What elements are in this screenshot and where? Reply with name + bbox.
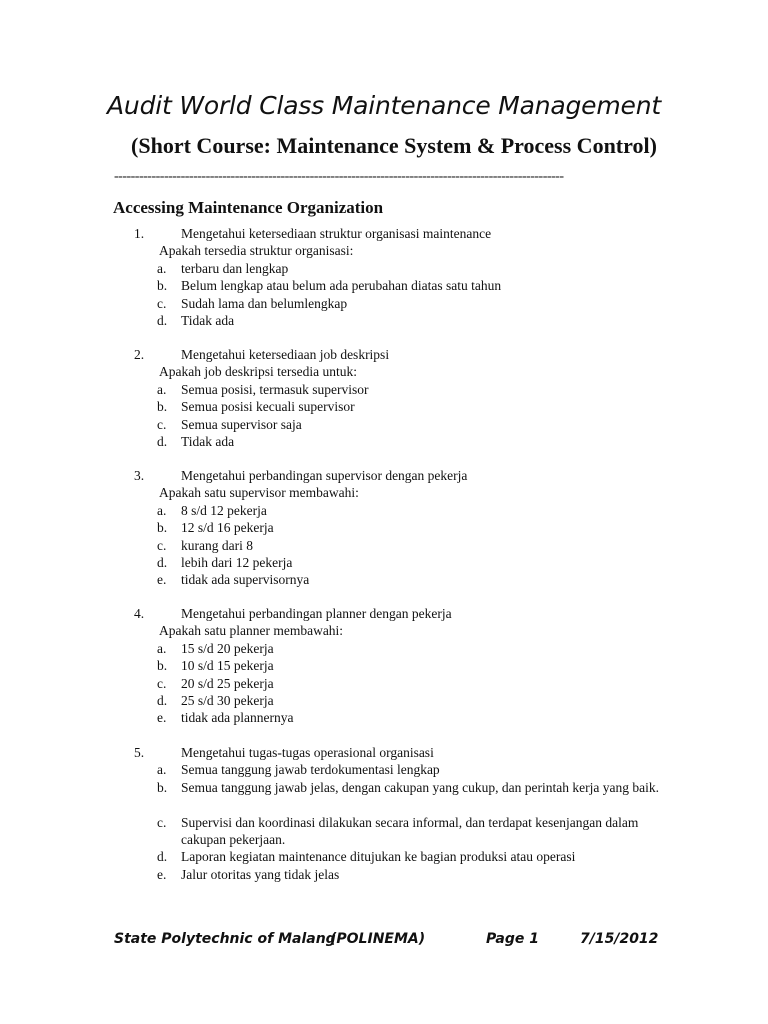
option-letter: b. bbox=[157, 779, 168, 795]
option-text: tidak ada supervisornya bbox=[181, 572, 310, 588]
option-text: Semua tanggung jawab terdokumentasi lengkap bbox=[181, 762, 440, 778]
option-letter: c. bbox=[157, 675, 167, 691]
question-heading: Mengetahui ketersediaan struktur organisasi maintenance bbox=[181, 226, 492, 241]
option-letter: b. bbox=[157, 520, 168, 536]
option-letter: b. bbox=[157, 658, 168, 674]
question-heading-row bbox=[0, 467, 768, 484]
question-heading: Mengetahui perbandingan planner dengan pekerja bbox=[181, 606, 452, 621]
question-1 bbox=[0, 225, 768, 329]
question-prompt-row bbox=[0, 242, 768, 259]
section-title: Accessing Maintenance Organization bbox=[113, 198, 384, 217]
option-letter: b. bbox=[157, 399, 168, 415]
option-text: Semua tanggung jawab jelas, dengan cakupan yang cukup, dan perintah kerja yang baik. bbox=[181, 779, 659, 795]
answer-option bbox=[0, 502, 768, 519]
answer-option bbox=[0, 416, 768, 433]
option-letter: c. bbox=[157, 537, 167, 553]
question-prompt-row bbox=[0, 484, 768, 501]
answer-option bbox=[0, 571, 768, 588]
answer-option bbox=[0, 866, 768, 883]
document-title: Audit World Class Maintenance Management bbox=[107, 91, 661, 120]
answer-option bbox=[0, 312, 768, 329]
answer-option bbox=[0, 433, 768, 450]
footer-abbreviation: (POLINEMA) bbox=[330, 931, 426, 947]
option-text: tidak ada plannernya bbox=[181, 710, 294, 726]
footer-date: 7/15/2012 bbox=[580, 931, 659, 947]
answer-option bbox=[0, 554, 768, 571]
answer-option bbox=[0, 779, 768, 814]
option-text: Sudah lama dan belumlengkap bbox=[181, 295, 348, 311]
answer-option bbox=[0, 709, 768, 726]
option-letter: d. bbox=[157, 849, 168, 865]
option-text: 12 s/d 16 pekerja bbox=[181, 520, 274, 536]
answer-option bbox=[0, 675, 768, 692]
option-letter: c. bbox=[157, 295, 167, 311]
answer-option bbox=[0, 537, 768, 554]
option-letter: d. bbox=[157, 554, 168, 570]
option-text: Laporan kegiatan maintenance ditujukan ke bagian produksi atau operasi bbox=[181, 849, 576, 865]
option-letter: d. bbox=[157, 433, 168, 449]
answer-option bbox=[0, 260, 768, 277]
option-text: Semua posisi kecuali supervisor bbox=[181, 399, 355, 415]
answer-option bbox=[0, 295, 768, 312]
answer-option bbox=[0, 692, 768, 709]
option-text: Semua supervisor saja bbox=[181, 416, 302, 432]
question-prompt: Apakah satu supervisor membawahi: bbox=[159, 485, 359, 501]
answer-option bbox=[0, 640, 768, 657]
question-heading: Mengetahui ketersediaan job deskripsi bbox=[181, 347, 390, 362]
question-prompt: Apakah job deskripsi tersedia untuk: bbox=[159, 364, 357, 380]
option-letter: a. bbox=[157, 640, 167, 656]
answer-option bbox=[0, 381, 768, 398]
question-3 bbox=[0, 467, 768, 589]
footer-institution: State Polytechnic of Malang bbox=[114, 931, 336, 947]
answer-option bbox=[0, 277, 768, 294]
option-letter: d. bbox=[157, 692, 168, 708]
option-text: 25 s/d 30 pekerja bbox=[181, 692, 274, 708]
question-heading-row bbox=[0, 225, 768, 242]
option-text: kurang dari 8 bbox=[181, 537, 253, 553]
question-heading-row bbox=[0, 605, 768, 622]
answer-option bbox=[0, 519, 768, 536]
answer-option bbox=[0, 657, 768, 674]
option-text: Supervisi dan koordinasi dilakukan secara informal, dan terdapat kesenjangan dalam cakupan pekerjaan. bbox=[181, 814, 639, 847]
question-2 bbox=[0, 346, 768, 450]
option-letter: d. bbox=[157, 312, 168, 328]
question-prompt: Apakah tersedia struktur organisasi: bbox=[159, 243, 354, 259]
question-prompt-row bbox=[0, 363, 768, 380]
option-letter: a. bbox=[157, 260, 167, 276]
option-letter: a. bbox=[157, 502, 167, 518]
option-letter: e. bbox=[157, 866, 167, 882]
question-number: 3. bbox=[134, 468, 145, 483]
dashed-divider: ------------------------------------------------------------------------------------------------------------ bbox=[114, 170, 564, 184]
question-heading-row bbox=[0, 744, 768, 761]
option-letter: c. bbox=[157, 416, 167, 432]
option-text: Tidak ada bbox=[181, 312, 235, 328]
option-letter: a. bbox=[157, 381, 167, 397]
option-text: 15 s/d 20 pekerja bbox=[181, 640, 274, 656]
option-text: Jalur otoritas yang tidak jelas bbox=[181, 866, 340, 882]
question-heading: Mengetahui perbandingan supervisor dengan pekerja bbox=[181, 468, 468, 483]
option-letter: b. bbox=[157, 278, 168, 294]
question-prompt-row bbox=[0, 622, 768, 639]
answer-option bbox=[0, 761, 768, 778]
option-text: Tidak ada bbox=[181, 433, 235, 449]
option-text: lebih dari 12 pekerja bbox=[181, 554, 293, 570]
question-number: 2. bbox=[134, 347, 145, 362]
question-heading: Mengetahui tugas-tugas operasional organisasi bbox=[181, 745, 434, 760]
option-letter: c. bbox=[157, 814, 167, 830]
question-5 bbox=[0, 744, 768, 883]
question-prompt: Apakah satu planner membawahi: bbox=[159, 623, 344, 639]
question-number: 1. bbox=[134, 226, 145, 241]
answer-option bbox=[0, 848, 768, 865]
option-letter: a. bbox=[157, 762, 167, 778]
page-footer bbox=[0, 928, 768, 950]
option-letter: e. bbox=[157, 710, 167, 726]
question-heading-row bbox=[0, 346, 768, 363]
question-number: 5. bbox=[134, 745, 145, 760]
answer-option bbox=[0, 814, 768, 849]
option-text: Semua posisi, termasuk supervisor bbox=[181, 381, 369, 397]
question-4 bbox=[0, 605, 768, 727]
document-subtitle: (Short Course: Maintenance System & Process Control) bbox=[131, 133, 657, 158]
option-text: terbaru dan lengkap bbox=[181, 260, 289, 276]
option-text: 8 s/d 12 pekerja bbox=[181, 502, 267, 518]
option-text: 10 s/d 15 pekerja bbox=[181, 658, 274, 674]
option-text: Belum lengkap atau belum ada perubahan diatas satu tahun bbox=[181, 278, 502, 294]
option-letter: e. bbox=[157, 572, 167, 588]
answer-option bbox=[0, 398, 768, 415]
footer-page-number: Page 1 bbox=[486, 931, 539, 947]
question-number: 4. bbox=[134, 606, 145, 621]
option-text: 20 s/d 25 pekerja bbox=[181, 675, 274, 691]
